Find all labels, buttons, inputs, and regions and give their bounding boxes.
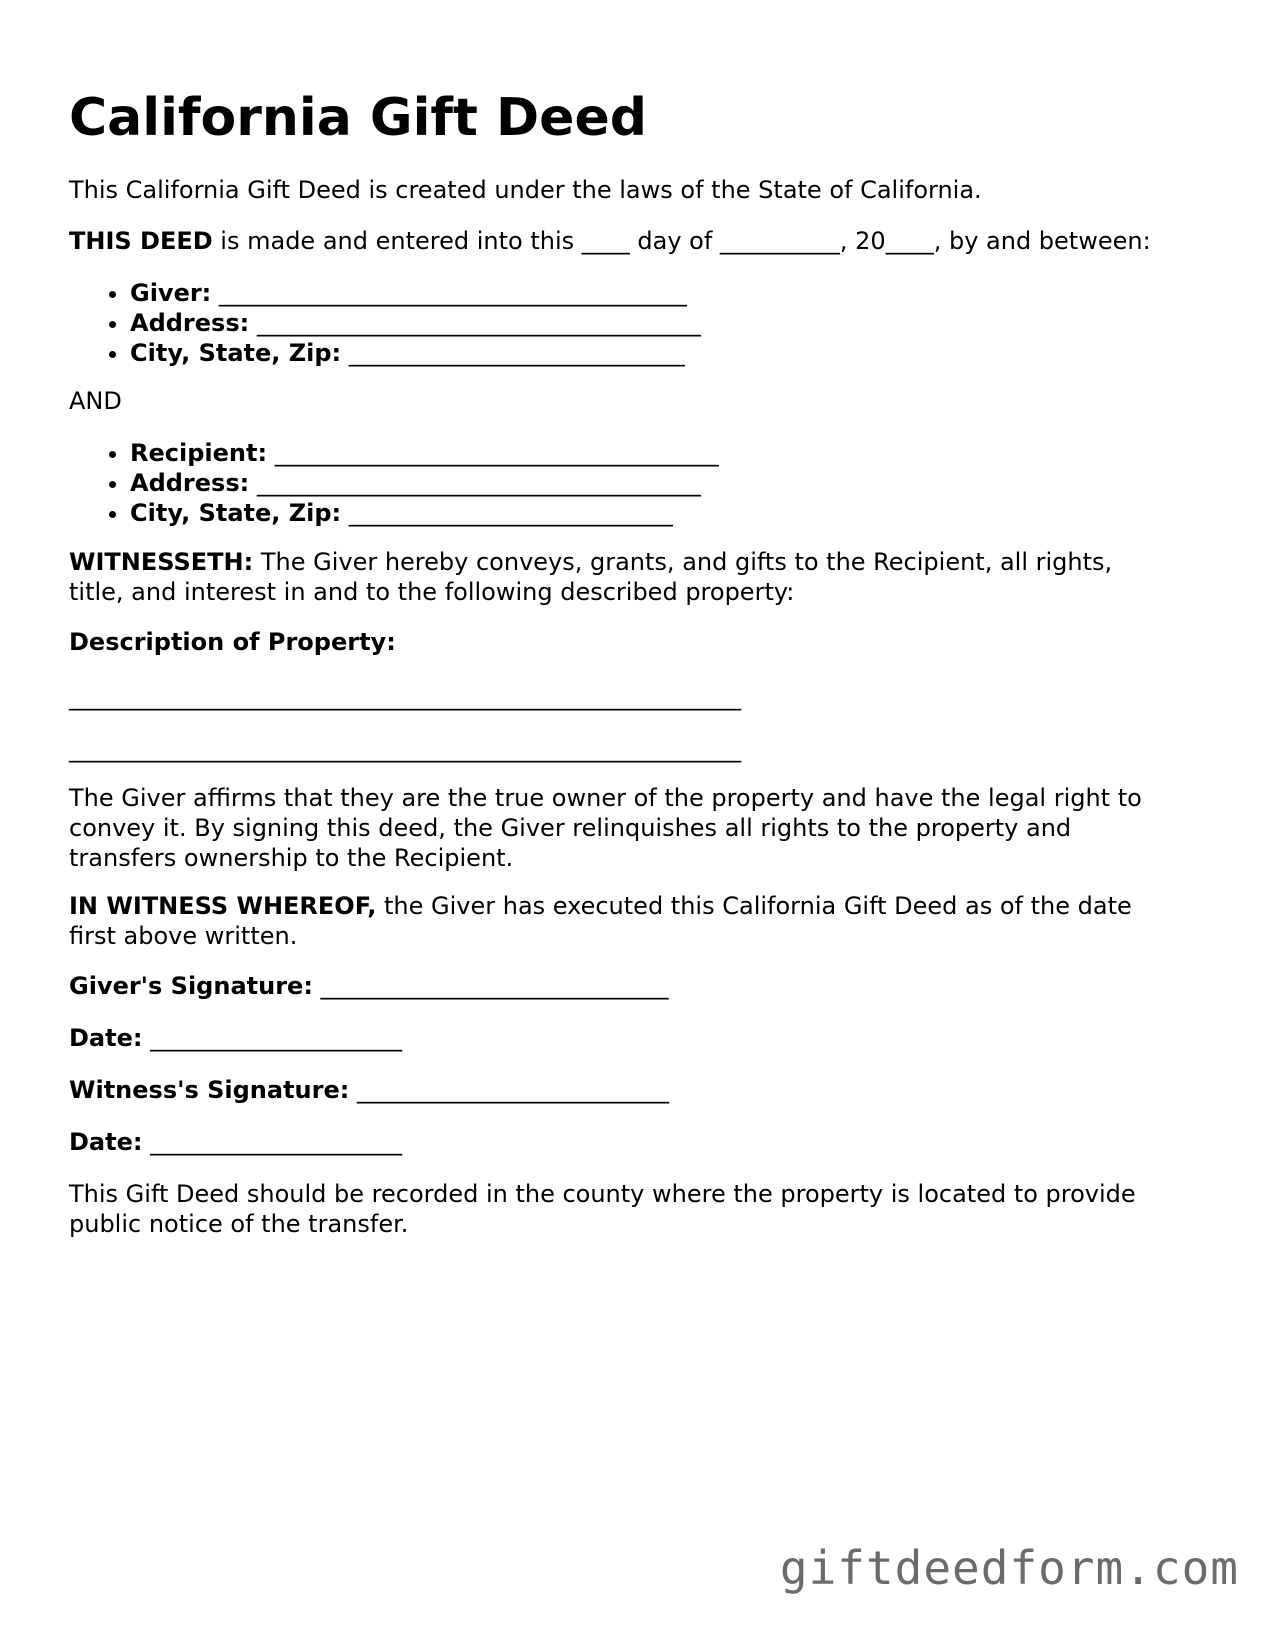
field-blank: _____________________________________ [249, 469, 701, 497]
in-witness-lead: IN WITNESS WHEREOF, [69, 892, 377, 920]
giver-city-state-zip-field [130, 338, 701, 368]
in-witness-line-1: the Giver has executed this California Gift Deed as of the date [376, 892, 1132, 920]
field-blank: _____________________________________ [267, 439, 719, 467]
witness-date-line [69, 1127, 402, 1157]
document-title: California Gift Deed [69, 88, 647, 148]
in-witness-paragraph [69, 891, 1132, 951]
date-label: Date: [69, 1024, 143, 1052]
recording-note-line-1: This Gift Deed should be recorded in the county where the property is located to provide [69, 1180, 1136, 1208]
field-label: Address: [130, 469, 250, 497]
signature-blank: _____________________________ [312, 972, 669, 1000]
recording-note [69, 1179, 1136, 1239]
giver-date-line [69, 1023, 402, 1053]
giver-signature-line [69, 971, 669, 1001]
recipient-address-field [130, 468, 719, 498]
description-heading: Description of Property: [69, 628, 396, 656]
field-label: City, State, Zip: [130, 499, 342, 527]
description-blank-line-2: ________________________________________________________ [69, 735, 741, 763]
and-separator: AND [69, 387, 122, 415]
signature-label: Giver's Signature: [69, 972, 313, 1000]
in-witness-line-2: first above written. [69, 922, 298, 950]
field-label: City, State, Zip: [130, 339, 342, 367]
giver-address-field [130, 308, 701, 338]
field-label: Address: [130, 309, 250, 337]
field-blank: ___________________________ [341, 499, 673, 527]
witnesseth-line-1: The Giver hereby conveys, grants, and gifts to the Recipient, all rights, [253, 548, 1113, 576]
witnesseth-paragraph [69, 547, 1112, 607]
witnesseth-lead: WITNESSETH: [69, 548, 254, 576]
signature-label: Witness's Signature: [69, 1076, 350, 1104]
affirmation-line-1: The Giver affirms that they are the true owner of the property and have the legal right to [69, 784, 1142, 812]
deed-clause-lead: THIS DEED [69, 227, 213, 255]
date-label: Date: [69, 1128, 143, 1156]
field-blank: _______________________________________ [211, 279, 687, 307]
recipient-name-field [130, 438, 719, 468]
intro-paragraph: This California Gift Deed is created under the laws of the State of California. [69, 176, 982, 204]
field-label: Giver: [130, 279, 212, 307]
recording-note-line-2: public notice of the transfer. [69, 1210, 409, 1238]
deed-clause-text: is made and entered into this ____ day of __________, 20____, by and between: [212, 227, 1151, 255]
affirmation-line-2: convey it. By signing this deed, the Giver relinquishes all rights to the property and [69, 814, 1072, 842]
description-blank-line-1: ________________________________________________________ [69, 683, 741, 711]
site-watermark: giftdeedform.com [779, 1541, 1239, 1595]
recipient-city-state-zip-field [130, 498, 719, 528]
giver-name-field [130, 278, 701, 308]
field-blank: ____________________________ [341, 339, 685, 367]
witnesseth-line-2: title, and interest in and to the following described property: [69, 578, 795, 606]
deed-clause [69, 226, 1151, 256]
signature-blank: __________________________ [349, 1076, 669, 1104]
field-blank: _____________________________________ [249, 309, 701, 337]
affirmation-paragraph [69, 783, 1142, 873]
date-blank: _____________________ [142, 1024, 403, 1052]
witness-signature-line [69, 1075, 669, 1105]
affirmation-line-3: transfers ownership to the Recipient. [69, 844, 514, 872]
field-label: Recipient: [130, 439, 268, 467]
recipient-fields-list [69, 438, 719, 528]
giver-fields-list [69, 278, 701, 368]
date-blank: _____________________ [142, 1128, 403, 1156]
